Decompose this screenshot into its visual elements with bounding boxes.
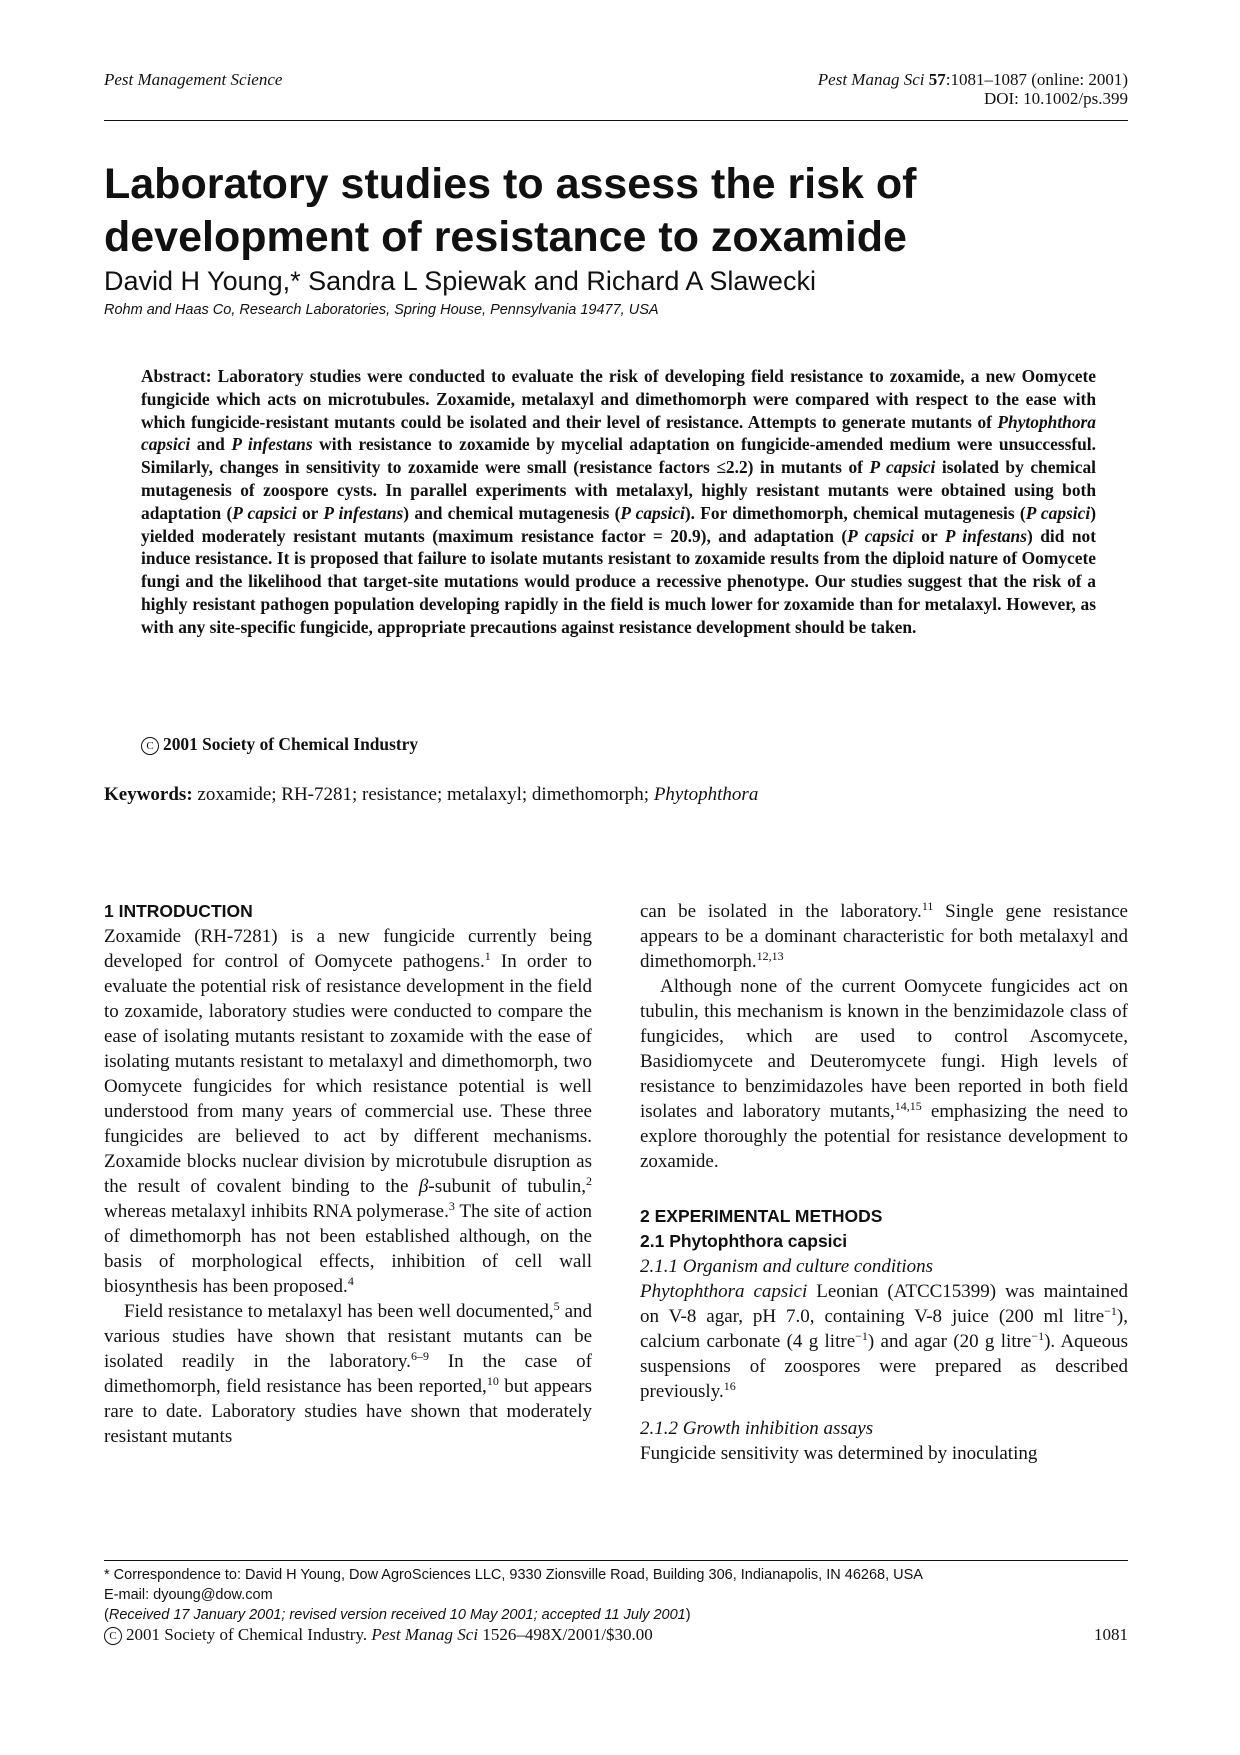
copyright-icon: C [104, 1627, 122, 1645]
title-line-2: development of resistance to zoxamide [104, 213, 907, 261]
abstract: Abstract: Laboratory studies were conducted to evaluate the risk of developing field resistance to zoxamide, a new Oomycete fungicide which acts on microtubules. Zoxamide, metalaxyl and dimethomorph were compared with respect to the ease with which fungicide-resistant mutants could be isolated and their level of resistance. Attempts to generate mutants of Phytophthora capsici and P infestans with resistance to zoxamide by mycelial adaptation on fungicide-amended medium were unsuccessful. Similarly, changes in sensitivity to zoxamide were small (resistance factors ≤2.2) in mutants of P capsici isolated by chemical mutagenesis of zoospore cysts. In parallel experiments with metalaxyl, highly resistant mutants were obtained using both adaptation (P capsici or P infestans) and chemical mutagenesis (P capsici). For dimethomorph, chemical mutagenesis (P capsici) yielded moderately resistant mutants (maximum resistance factor = 20.9), and adaptation (P capsici or P infestans) did not induce resistance. It is proposed that failure to isolate mutants resistant to zoxamide results from the diploid nature of Oomycete fungi and the likelihood that target-site mutations would produce a recessive phenotype. Our studies suggest that the risk of a highly resistant pathogen population developing rapidly in the field is much lower for zoxamide than for metalaxyl. However, as with any site-specific fungicide, appropriate precautions against resistance development should be taken. [141, 366, 1097, 637]
article-title [104, 158, 1134, 264]
running-header-journal: Pest Management Science [104, 70, 283, 89]
page-footer-copyright: C 2001 Society of Chemical Industry. Pest Manag Sci 1526–498X/2001/$30.00 [104, 1625, 653, 1645]
left-column [104, 899, 592, 1449]
subsubsection-heading-organism: 2.1.1 Organism and culture conditions [640, 1256, 934, 1277]
citation-volume: 57 [928, 70, 946, 89]
abstract-label: Abstract: [141, 366, 212, 386]
header-divider [104, 120, 1128, 121]
section-heading-methods: 2 EXPERIMENTAL METHODS [640, 1206, 883, 1226]
footnote-divider [104, 1560, 1128, 1561]
copyright-icon: C [141, 737, 159, 755]
citation-doi: DOI: 10.1002/ps.399 [983, 89, 1128, 108]
subsubsection-heading-assays: 2.1.2 Growth inhibition assays [640, 1418, 874, 1439]
methods-paragraph-2: Fungicide sensitivity was determined by inoculating [640, 1443, 1038, 1464]
intro-paragraph-2: Field resistance to metalaxyl has been well documented,$^5$ and various studies have shown that resistant mutants can be isolated readily in the laboratory.$^{6-9}$ In the case of dimethomorph, field resistance has been reported,$^{10}$ but appears rare to date. Laboratory studies have shown that moderately resistant mutants [104, 1299, 592, 1447]
author-affiliation: Rohm and Haas Co, Research Laboratories, Spring House, Pennsylvania 19477, USA [104, 302, 659, 318]
page-number: 1081 [1094, 1625, 1128, 1644]
footnote-received: (Received 17 January 2001; revised version received 10 May 2001; accepted 11 July 2001) [104, 1607, 691, 1623]
author-list: David H Young,* Sandra L Spiewak and Richard A Slawecki [104, 266, 816, 296]
citation-pages: :1081–1087 (online: 2001) [945, 70, 1128, 89]
right-column [640, 899, 1128, 1466]
footnote-correspondence: * Correspondence to: David H Young, Dow AgroSciences LLC, 9330 Zionsville Road, Building 306, Indianapolis, IN 46268, USA [104, 1567, 923, 1583]
methods-paragraph-1: Phytophthora capsici Leonian (ATCC15399) was maintained on V-8 agar, pH 7.0, containing V-8 juice (200 ml litre$^{-1}$), calcium carbonate (4 g litre$^{-1}$) and agar (20 g litre$^{-1}$). Aqueous suspensions of zoospores were prepared as described previously.$^{16}$ [640, 1281, 1129, 1402]
keywords-last: Phytophthora [653, 784, 759, 805]
keywords [104, 784, 758, 806]
abstract-copyright: C 2001 Society of Chemical Industry [141, 734, 418, 755]
intro-paragraph-3: can be isolated in the laboratory.$^{11}$ Single gene resistance appears to be a dominant characteristic for both metalaxyl and dimethomorph.$^{12,13}$ [640, 899, 1128, 972]
subsection-heading-phytophthora: 2.1 Phytophthora capsici [640, 1231, 848, 1251]
section-heading-introduction: 1 INTRODUCTION [104, 901, 253, 921]
title-line-1: Laboratory studies to assess the risk of [104, 160, 917, 208]
keywords-label: Keywords: [104, 784, 193, 805]
intro-paragraph-1: Zoxamide (RH-7281) is a new fungicide currently being developed for control of Oomycete pathogens.$^1$ In order to evaluate the potential risk of resistance development in the field to zoxamide, laboratory studies were conducted to compare the ease of isolating mutants resistant to zoxamide with the ease of isolating mutants resistant to metalaxyl and dimethomorph, two Oomycete fungicides for which resistance potential is well understood from many years of commercial use. These three fungicides are believed to act by different mechanisms. Zoxamide blocks nuclear division by microtubule disruption as the result of covalent binding to the β-subunit of tubulin,$^2$ whereas metalaxyl inhibits RNA polymerase.$^3$ The site of action of dimethomorph has not been established although, on the basis of morphological effects, inhibition of cell wall biosynthesis has been proposed.$^4$ [104, 926, 592, 1297]
footnote-email: E-mail: dyoung@dow.com [104, 1587, 273, 1603]
footnote [104, 1565, 923, 1625]
running-header-citation [818, 70, 1128, 108]
citation-journal: Pest Manag Sci [817, 70, 925, 89]
keywords-list: zoxamide; RH-7281; resistance; metalaxyl; dimethomorph; [192, 784, 654, 805]
intro-paragraph-4: Although none of the current Oomycete fungicides act on tubulin, this mechanism is known in the benzimidazole class of fungicides, which are used to control Ascomycete, Basidiomycete and Deuteromycete fungi. High levels of resistance to benzimidazoles have been reported in both field isolates and laboratory mutants,$^{14,15}$ emphasizing the need to explore thoroughly the potential for resistance development to zoxamide. [640, 976, 1128, 1172]
